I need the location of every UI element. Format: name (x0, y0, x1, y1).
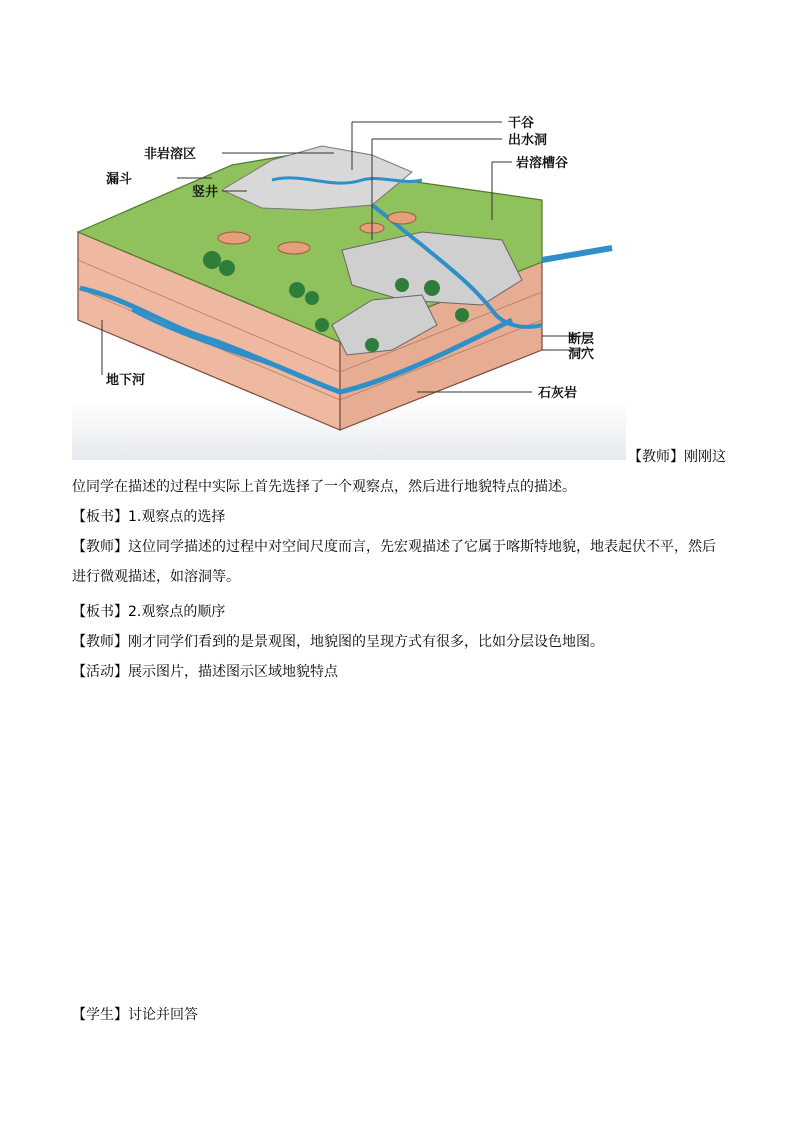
paragraph-board-1 (72, 507, 225, 527)
paragraph-text: 2.观察点的顺序 (128, 604, 226, 620)
paragraph-text: 进行微观描述，如溶洞等。 (72, 569, 240, 585)
role-tag: 【教师】 (72, 539, 128, 555)
role-tag: 【学生】 (72, 1007, 128, 1023)
label-outlet-cave: 出水洞 (508, 133, 548, 148)
paragraph-student (72, 1005, 198, 1025)
paragraph-text: 讨论并回答 (128, 1007, 198, 1023)
role-tag: 【板书】 (72, 604, 128, 620)
paragraph-teacher-1-cont (72, 477, 576, 497)
paragraph-activity (72, 662, 338, 682)
paragraph-text: 位同学在描述的过程中实际上首先选择了一个观察点，然后进行地貌特点的描述。 (72, 479, 576, 495)
paragraph-teacher-2 (72, 537, 716, 557)
role-tag: 【教师】 (628, 449, 684, 465)
paragraph-text: 刚刚这 (684, 449, 726, 465)
paragraph-text: 这位同学描述的过程中对空间尺度而言，先宏观描述了它属于喀斯特地貌，地表起伏不平，然后 (128, 539, 716, 555)
label-limestone: 石灰岩 (538, 386, 578, 401)
label-karst-trough: 岩溶槽谷 (516, 156, 569, 171)
role-tag: 【教师】 (72, 634, 128, 650)
paragraph-text: 展示图片，描述图示区域地貌特点 (128, 664, 338, 680)
paragraph-text: 刚才同学们看到的是景观图，地貌图的呈现方式有很多，比如分层设色地图。 (128, 634, 604, 650)
label-funnel: 漏斗 (106, 172, 133, 187)
role-tag: 【活动】 (72, 664, 128, 680)
paragraph-teacher-1 (628, 447, 726, 467)
paragraph-teacher-2-cont (72, 567, 240, 587)
label-dry-valley: 干谷 (508, 116, 535, 131)
karst-landform-diagram (72, 110, 626, 460)
label-underground-river: 地下河 (106, 373, 146, 388)
paragraph-board-2 (72, 602, 225, 622)
paragraph-teacher-3 (72, 632, 604, 652)
diagram-labels (72, 110, 626, 460)
label-cave: 洞穴 (568, 347, 595, 362)
role-tag: 【板书】 (72, 509, 128, 525)
label-shaft: 竖井 (192, 185, 219, 200)
label-fault: 断层 (568, 332, 595, 347)
label-non-karst: 非岩溶区 (144, 147, 197, 162)
paragraph-text: 1.观察点的选择 (128, 509, 226, 525)
